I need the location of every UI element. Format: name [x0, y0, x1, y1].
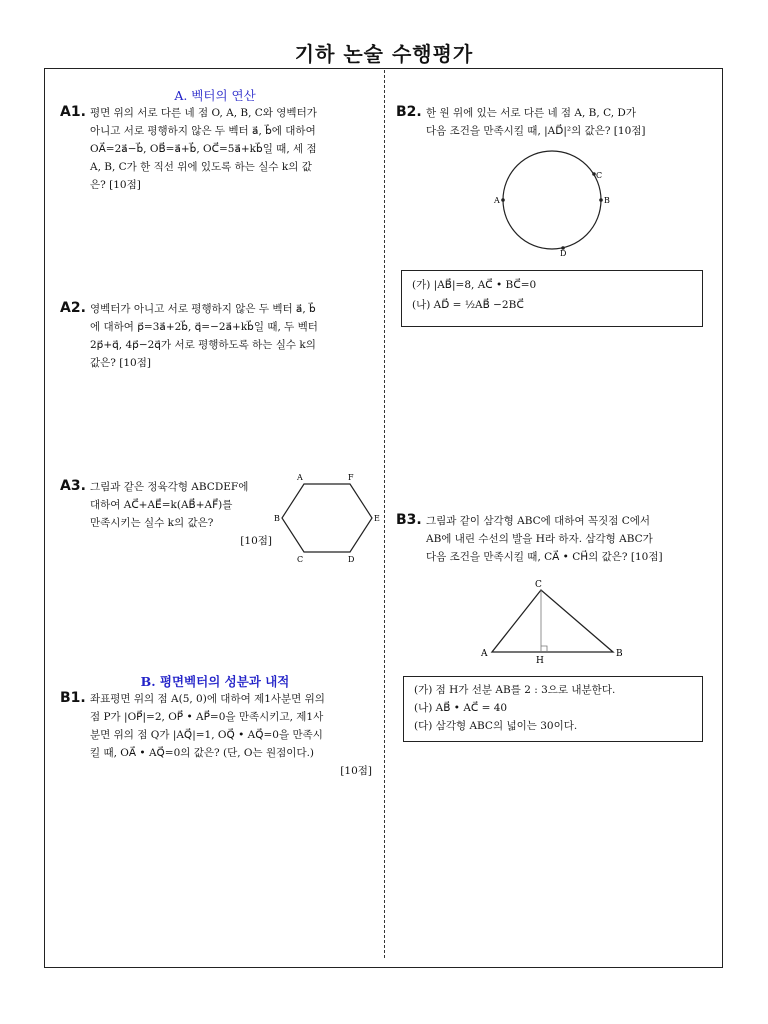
section-b-heading: B. 평면벡터의 성분과 내적	[140, 674, 290, 689]
condition-item: (나) AB⃗ • AC⃗ = 40	[414, 702, 508, 714]
problem-a2-line: 에 대하여 p⃗=3a⃗+2b⃗, q⃗=−2a⃗+kb⃗일 때, 두 벡터	[90, 321, 318, 333]
problem-b1-number: B1.	[60, 690, 86, 706]
problem-a3-line: 만족시키는 실수 k의 값은?	[90, 517, 214, 529]
section-a-heading: A. 벡터의 연산	[174, 88, 256, 103]
problem-b2-line: 한 원 위에 있는 서로 다른 네 점 A, B, C, D가	[426, 107, 636, 119]
circle-label: D	[560, 249, 567, 258]
problem-a2-line: 영벡터가 아니고 서로 평행하지 않은 두 벡터 a⃗, b⃗	[90, 303, 316, 315]
problem-b3-line: 다음 조건을 만족시킬 때, CA⃗ • CH⃗의 값은? [10점]	[426, 551, 663, 563]
condition-item: (가) 점 H가 선분 AB를 2 : 3으로 내분한다.	[414, 684, 616, 696]
hexagon-label: C	[297, 555, 304, 564]
problem-b2-text	[426, 104, 708, 140]
problem-a3-score: [10점]	[240, 535, 272, 547]
problem-a1-line: 은? [10점]	[90, 179, 141, 191]
problem-a2-number: A2.	[60, 300, 86, 316]
triangle-label: B	[616, 649, 623, 659]
hexagon-shape	[282, 484, 372, 552]
problem-b3-line: AB에 내린 수선의 발을 H라 하자. 삼각형 ABC가	[426, 533, 653, 545]
condition-item: (가) |AB⃗|=8, AC⃗ • BC⃗=0	[412, 279, 537, 291]
circle-label: A	[494, 196, 500, 205]
column-divider	[384, 70, 385, 958]
problem-b2-number: B2.	[396, 104, 422, 120]
right-angle-mark	[541, 646, 547, 652]
circle-label: C	[596, 171, 603, 180]
triangle-shape	[492, 590, 613, 652]
problem-a3-line: 대하여 AC⃗+AE⃗=k(AB⃗+AF⃗)를	[90, 499, 233, 511]
problem-b3-conditions	[403, 676, 703, 742]
problem-a1-line: A, B, C가 한 직선 위에 있도록 하는 실수 k의 값	[90, 161, 312, 173]
problem-b1-line: 점 P가 |OP⃗|=2, OP⃗ • AP⃗=0을 만족시키고, 제1사	[90, 711, 324, 723]
page-title: 기하 논술 수행평가	[294, 42, 474, 66]
problem-a3-text	[90, 478, 272, 550]
hexagon-label: F	[348, 473, 354, 482]
problem-b1-line: 분면 위의 점 Q가 |AQ⃗|=1, OQ⃗ • AQ⃗=0을 만족시	[90, 729, 323, 741]
problem-b2-conditions	[401, 270, 703, 327]
hexagon-label: E	[374, 514, 380, 523]
problem-b1-line: 킬 때, OA⃗ • AQ⃗=0의 값은? (단, O는 원점이다.)	[90, 747, 315, 759]
problem-a3-line: 그림과 같은 정육각형 ABCDEF에	[90, 481, 249, 493]
problem-a1-line: 평면 위의 서로 다른 네 점 O, A, B, C와 영벡터가	[90, 107, 317, 119]
hexagon-label: D	[348, 555, 355, 564]
hexagon-label: A	[297, 473, 303, 482]
circle-shape	[503, 151, 601, 249]
circle-point-b	[599, 198, 603, 202]
problem-b3-line: 그림과 같이 삼각형 ABC에 대하여 꼭짓점 C에서	[426, 515, 651, 527]
circle-point-a	[501, 198, 505, 202]
condition-item: (나) AD⃗ = ½AB⃗ −2BC⃗	[412, 299, 524, 311]
problem-b1-line: 좌표평면 위의 점 A(5, 0)에 대하여 제1사분면 위의	[90, 693, 325, 705]
triangle-label: A	[481, 649, 488, 659]
problem-b1-text	[90, 690, 372, 780]
problem-b3-number: B3.	[396, 512, 422, 528]
problem-a2-text	[90, 300, 372, 372]
problem-b1-score: [10점]	[340, 765, 372, 777]
problem-a2-line: 2p⃗+q⃗, 4p⃗−2q⃗가 서로 평행하도록 하는 실수 k의	[90, 339, 316, 351]
triangle-label: C	[535, 580, 542, 590]
problem-b3-text	[426, 512, 708, 566]
problem-b2-line: 다음 조건을 만족시킬 때, |AD⃗|²의 값은? [10점]	[426, 125, 646, 137]
condition-item: (다) 삼각형 ABC의 넓이는 30이다.	[414, 720, 578, 732]
circle-label: B	[604, 196, 610, 205]
problem-a1-line: OA⃗=2a⃗−b⃗, OB⃗=a⃗+b⃗, OC⃗=5a⃗+kb⃗일 때, 세 점	[90, 143, 317, 155]
problem-a1-line: 아니고 서로 평행하지 않은 두 벡터 a⃗, b⃗에 대하여	[90, 125, 316, 137]
hexagon-label: B	[274, 514, 280, 523]
problem-a1-text	[90, 104, 372, 194]
triangle-figure	[478, 576, 628, 666]
circle-figure	[490, 150, 620, 258]
hexagon-figure	[274, 470, 384, 566]
problem-a3-number: A3.	[60, 478, 86, 494]
triangle-label: H	[536, 656, 544, 666]
problem-a2-line: 값은? [10점]	[90, 357, 151, 369]
problem-a1-number: A1.	[60, 104, 86, 120]
